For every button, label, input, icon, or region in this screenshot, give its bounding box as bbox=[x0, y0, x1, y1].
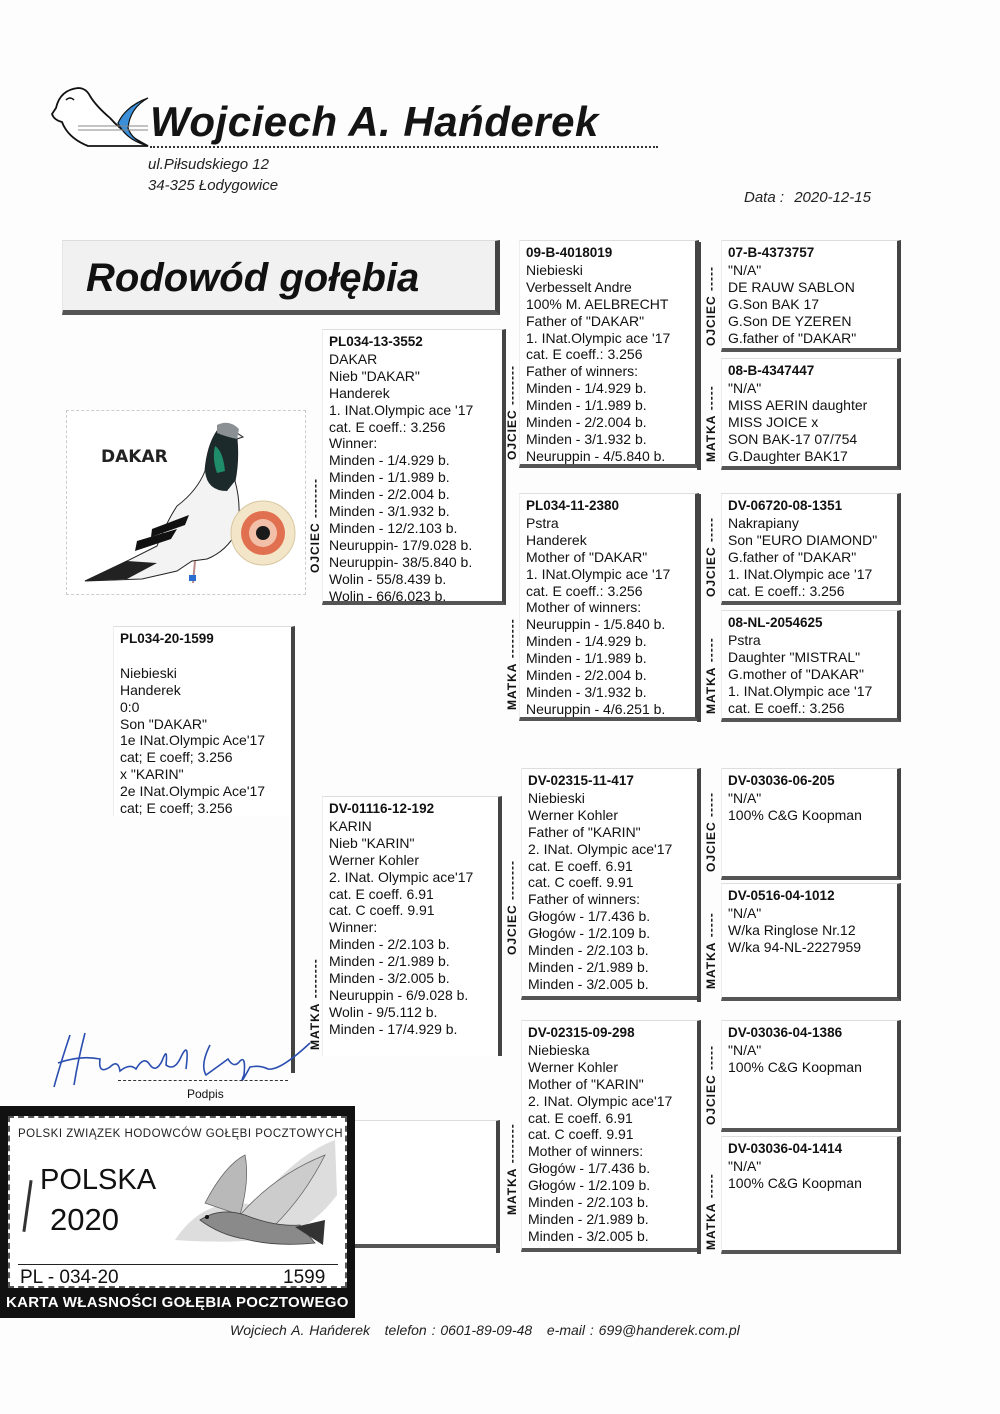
ring-number: 07-B-4373757 bbox=[728, 245, 815, 260]
card-line: cat. E coeff.: 3.256 bbox=[526, 582, 643, 599]
card-line: Neuruppin - 4/5.840 b. bbox=[526, 447, 666, 464]
mother-label: MATKA -------- bbox=[308, 958, 322, 1050]
card-line: Minden - 1/4.929 b. bbox=[329, 452, 450, 469]
pedigree-card-mff bbox=[721, 768, 901, 880]
pedigree-card-mmf bbox=[721, 1020, 901, 1132]
connector-rule bbox=[697, 494, 701, 722]
brand-underline bbox=[150, 146, 658, 148]
card-line: Głogów - 1/2.109 b. bbox=[528, 925, 651, 942]
pedigree-card-father bbox=[322, 329, 506, 605]
card-line: cat. C coeff. 9.91 bbox=[329, 902, 435, 919]
card-line: 2. INat. Olympic ace'17 bbox=[329, 868, 474, 885]
connector-rule bbox=[291, 628, 295, 1073]
card-line: 2e INat.Olympic Ace'17 bbox=[120, 783, 266, 800]
card-line: Niebieska bbox=[528, 1041, 590, 1058]
signature-line bbox=[118, 1080, 288, 1081]
card-line: KARIN bbox=[329, 817, 372, 834]
card-line: cat. E coeff.: 3.256 bbox=[526, 346, 643, 363]
card-line: Handerek bbox=[526, 531, 587, 548]
card-line: "N/A" bbox=[728, 261, 762, 278]
page-title: Rodowód gołębia bbox=[86, 256, 420, 300]
card-line: 2. INat. Olympic ace'17 bbox=[528, 840, 673, 857]
ownership-card-title: KARTA WŁASNOŚCI GOŁĘBIA POCZTOWEGO bbox=[6, 1294, 349, 1311]
address-street: ul.Piłsudskiego 12 bbox=[148, 156, 269, 173]
father-label: OJCIEC ----- bbox=[704, 1044, 718, 1125]
card-line: Son "EURO DIAMOND" bbox=[728, 531, 878, 548]
card-line: Minden - 2/2.004 b. bbox=[526, 667, 647, 684]
card-line: Pstra bbox=[728, 631, 761, 648]
card-line: 1. INat.Olympic ace '17 bbox=[526, 329, 671, 346]
card-line: Handerek bbox=[329, 384, 390, 401]
pedigree-card-mother bbox=[322, 796, 502, 1056]
card-line: Minden - 17/4.929 b. bbox=[329, 1020, 458, 1037]
card-line: "N/A" bbox=[728, 1041, 762, 1058]
card-line: Winner: bbox=[329, 919, 378, 936]
card-line: Neuruppin- 38/5.840 b. bbox=[329, 553, 473, 570]
ring-number: DV-02315-09-298 bbox=[528, 1025, 635, 1040]
card-line: G.Son BAK 17 bbox=[728, 295, 820, 312]
mother-label: MATKA ----- bbox=[704, 637, 718, 714]
address-city: 34-325 Łodygowice bbox=[148, 177, 279, 194]
card-line: cat. C coeff. 9.91 bbox=[528, 1126, 634, 1143]
card-line: Minden - 3/2.005 b. bbox=[528, 1227, 649, 1244]
card-line: G.Daughter BAK17 bbox=[728, 447, 848, 464]
card-line: Winner: bbox=[329, 435, 378, 452]
card-line: Minden - 3/1.932 b. bbox=[329, 503, 450, 520]
date-value: 2020-12-15 bbox=[794, 189, 871, 206]
card-line: "N/A" bbox=[728, 904, 762, 921]
ownership-ring-prefix: PL - 034-20 bbox=[20, 1267, 119, 1288]
card-line: Minden - 2/2.004 b. bbox=[526, 414, 647, 431]
card-line: 100% C&G Koopman bbox=[728, 1058, 862, 1075]
card-line: "N/A" bbox=[728, 1157, 762, 1174]
card-line: Minden - 1/4.929 b. bbox=[526, 633, 647, 650]
card-line: Father of "DAKAR" bbox=[526, 312, 645, 329]
signature-label: Podpis bbox=[187, 1087, 224, 1101]
card-line: 100% C&G Koopman bbox=[728, 1174, 862, 1191]
card-line: Mother of "KARIN" bbox=[528, 1075, 644, 1092]
pedigree-card-mf bbox=[521, 768, 701, 1000]
card-line: Minden - 1/1.989 b. bbox=[329, 469, 450, 486]
ring-number: DV-03036-04-1386 bbox=[728, 1025, 843, 1040]
card-line: Father of winners: bbox=[528, 891, 641, 908]
dove-logo-icon bbox=[48, 78, 158, 148]
connector-rule bbox=[697, 770, 701, 1002]
ownership-ring-number: 1599 bbox=[283, 1267, 326, 1288]
ring-number: DV-06720-08-1351 bbox=[728, 498, 843, 513]
ring-number: DV-02315-11-417 bbox=[528, 773, 634, 788]
card-line: Handerek bbox=[120, 681, 181, 698]
card-line: Father of winners: bbox=[526, 363, 639, 380]
ring-number: DV-01116-12-192 bbox=[329, 801, 435, 816]
card-line: Minden - 12/2.103 b. bbox=[329, 519, 458, 536]
card-line: 0:0 bbox=[120, 698, 140, 715]
card-line: MISS JOICE x bbox=[728, 413, 819, 430]
card-line: Neuruppin - 4/6.251 b. bbox=[526, 700, 666, 717]
card-line: Wolin - 55/8.439 b. bbox=[329, 570, 447, 587]
card-line: G.Son DE YZEREN bbox=[728, 312, 852, 329]
mother-label: MATKA ----- bbox=[704, 385, 718, 462]
card-line: Wolin - 9/5.112 b. bbox=[329, 1003, 438, 1020]
father-label: OJCIEC -------- bbox=[505, 365, 519, 460]
card-line: 1. INat.Olympic ace '17 bbox=[329, 401, 474, 418]
card-line: Minden - 1/1.989 b. bbox=[526, 397, 647, 414]
card-line: Minden - 1/4.929 b. bbox=[526, 380, 647, 397]
pigeon-icon bbox=[67, 411, 307, 596]
pedigree-card-ffm bbox=[721, 358, 901, 470]
card-line: x "KARIN" bbox=[120, 766, 184, 783]
card-line: cat. E coeff.: 3.256 bbox=[728, 699, 845, 716]
mother-label: MATKA -------- bbox=[505, 618, 519, 710]
pedigree-card-mm bbox=[521, 1020, 701, 1252]
flying-pigeon-icon bbox=[165, 1135, 340, 1260]
pedigree-card-subject bbox=[113, 626, 295, 816]
mother-label: MATKA ----- bbox=[704, 912, 718, 989]
card-line: Nakrapiany bbox=[728, 514, 799, 531]
date-label: Data : bbox=[744, 189, 785, 206]
card-line: cat. E coeff. 6.91 bbox=[329, 885, 434, 902]
card-line: Pstra bbox=[526, 514, 559, 531]
card-line: 100% C&G Koopman bbox=[728, 806, 862, 823]
card-line: Nieb "KARIN" bbox=[329, 834, 415, 851]
card-line: G.father of "DAKAR" bbox=[728, 548, 857, 565]
pedigree-card-fmf bbox=[721, 493, 901, 605]
card-line: Son "DAKAR" bbox=[120, 715, 207, 732]
card-line: Minden - 2/1.989 b. bbox=[528, 958, 649, 975]
connector-rule bbox=[697, 1022, 701, 1254]
father-label: OJCIEC ----- bbox=[704, 265, 718, 346]
ownership-separator bbox=[18, 1264, 338, 1265]
ownership-country: POLSKA bbox=[40, 1164, 157, 1196]
father-label: OJCIEC -------- bbox=[505, 860, 519, 955]
card-line: cat. E coeff.: 3.256 bbox=[728, 582, 845, 599]
breeder-name: Wojciech A. Hańderek bbox=[150, 98, 599, 145]
ring-number: PL034-13-3552 bbox=[329, 334, 423, 349]
card-line: cat. E coeff.: 3.256 bbox=[329, 418, 446, 435]
card-line bbox=[120, 648, 285, 665]
card-line: Minden - 1/1.989 b. bbox=[526, 650, 647, 667]
ring-number: PL034-11-2380 bbox=[526, 498, 620, 513]
father-label: OJCIEC ----- bbox=[704, 516, 718, 597]
card-line: Daughter "MISTRAL" bbox=[728, 648, 861, 665]
card-line: DAKAR bbox=[329, 350, 378, 367]
card-line: Father of "KARIN" bbox=[528, 823, 641, 840]
card-line: Minden - 2/2.103 b. bbox=[528, 942, 649, 959]
mother-label: MATKA ----- bbox=[704, 1173, 718, 1250]
card-line: Mother of "DAKAR" bbox=[526, 548, 648, 565]
card-line: Minden - 2/1.989 b. bbox=[528, 1210, 649, 1227]
ring-number: DV-03036-04-1414 bbox=[728, 1141, 843, 1156]
card-line: "N/A" bbox=[728, 789, 762, 806]
pedigree-card-mfm bbox=[721, 883, 901, 1001]
father-label: OJCIEC -------- bbox=[308, 478, 322, 573]
card-line: 1. INat.Olympic ace '17 bbox=[526, 565, 671, 582]
card-line: Głogów - 1/7.436 b. bbox=[528, 908, 651, 925]
pigeon-photo bbox=[66, 410, 306, 595]
ring-number: PL034-20-1599 bbox=[120, 631, 214, 646]
card-line: Mother of winners: bbox=[528, 1143, 644, 1160]
card-line: Werner Kohler bbox=[528, 1058, 619, 1075]
card-line: 100% M. AELBRECHT bbox=[526, 295, 669, 312]
pedigree-card-fmm bbox=[721, 610, 901, 722]
connector-rule bbox=[697, 242, 701, 470]
card-line: cat. C coeff. 9.91 bbox=[528, 874, 634, 891]
signature-icon bbox=[40, 1025, 320, 1095]
card-line: Głogów - 1/7.436 b. bbox=[528, 1160, 651, 1177]
card-line: Verbesselt Andre bbox=[526, 278, 632, 295]
card-line: 2. INat. Olympic ace'17 bbox=[528, 1092, 673, 1109]
card-line: Minden - 3/1.932 b. bbox=[526, 430, 647, 447]
card-line: Minden - 2/1.989 b. bbox=[329, 953, 450, 970]
card-line: Minden - 2/2.004 b. bbox=[329, 486, 450, 503]
card-line: W/ka Ringlose Nr.12 bbox=[728, 921, 856, 938]
card-line: Niebieski bbox=[526, 261, 583, 278]
card-line: 1. INat.Olympic ace '17 bbox=[728, 565, 873, 582]
ring-number: 09-B-4018019 bbox=[526, 245, 613, 260]
card-line: SON BAK-17 07/754 bbox=[728, 430, 858, 447]
card-line: Niebieski bbox=[120, 664, 177, 681]
photo-caption: DAKAR bbox=[101, 447, 168, 467]
card-line: W/ka 94-NL-2227959 bbox=[728, 938, 862, 955]
ownership-year: 2020 bbox=[50, 1202, 119, 1237]
pedigree-card-ff bbox=[519, 240, 699, 468]
card-line: MISS AERIN daughter bbox=[728, 396, 868, 413]
card-line: Werner Kohler bbox=[528, 806, 619, 823]
card-line: 1. INat.Olympic ace '17 bbox=[728, 682, 873, 699]
card-line: Werner Kohler bbox=[329, 851, 420, 868]
contact-footer: Wojciech A. Hańderek telefon : 0601-89-09-48 e-mail : 699@handerek.com.pl bbox=[230, 1322, 740, 1338]
card-line: cat. E coeff. 6.91 bbox=[528, 857, 633, 874]
card-line: Minden - 3/1.932 b. bbox=[526, 683, 647, 700]
card-line: Minden - 3/2.005 b. bbox=[528, 975, 649, 992]
card-line: "N/A" bbox=[728, 379, 762, 396]
pedigree-date bbox=[744, 189, 871, 206]
ring-number: DV-03036-06-205 bbox=[728, 773, 835, 788]
card-line: cat. E coeff. 6.91 bbox=[528, 1109, 633, 1126]
card-line: Niebieski bbox=[528, 789, 585, 806]
pedigree-card-mmm bbox=[721, 1136, 901, 1254]
card-line: Minden - 2/2.103 b. bbox=[528, 1194, 649, 1211]
card-line: Minden - 3/2.005 b. bbox=[329, 970, 450, 987]
card-line: G.father of "DAKAR" bbox=[728, 329, 857, 346]
pedigree-card-fff bbox=[721, 240, 901, 352]
card-line: Neuruppin - 6/9.028 b. bbox=[329, 986, 469, 1003]
ring-number: DV-0516-04-1012 bbox=[728, 888, 835, 903]
mother-label: MATKA -------- bbox=[505, 1123, 519, 1215]
card-line: cat; E coeff; 3.256 bbox=[120, 749, 233, 766]
card-line: Wolin - 66/6.023 b. bbox=[329, 587, 447, 604]
card-line: DE RAUW SABLON bbox=[728, 278, 855, 295]
card-line: 1e INat.Olympic Ace'17 bbox=[120, 732, 266, 749]
card-line: G.mother of "DAKAR" bbox=[728, 665, 864, 682]
card-line: Neuruppin- 17/9.028 b. bbox=[329, 536, 473, 553]
pedigree-card-fm bbox=[519, 493, 699, 721]
card-line: Głogów - 1/2.109 b. bbox=[528, 1177, 651, 1194]
card-line: Mother of winners: bbox=[526, 599, 642, 616]
ring-number: 08-NL-2054625 bbox=[728, 615, 823, 630]
empty-card bbox=[350, 1120, 500, 1248]
ring-number: 08-B-4347447 bbox=[728, 363, 815, 378]
ownership-organization: POLSKI ZWIĄZEK HODOWCÓW GOŁĘBI POCZTOWYCH bbox=[18, 1128, 344, 1140]
card-line: cat; E coeff; 3.256 bbox=[120, 800, 233, 817]
card-line: Minden - 2/2.103 b. bbox=[329, 936, 450, 953]
card-line: Nieb "DAKAR" bbox=[329, 367, 420, 384]
card-line: Neuruppin - 1/5.840 b. bbox=[526, 616, 666, 633]
father-label: OJCIEC ----- bbox=[704, 791, 718, 872]
